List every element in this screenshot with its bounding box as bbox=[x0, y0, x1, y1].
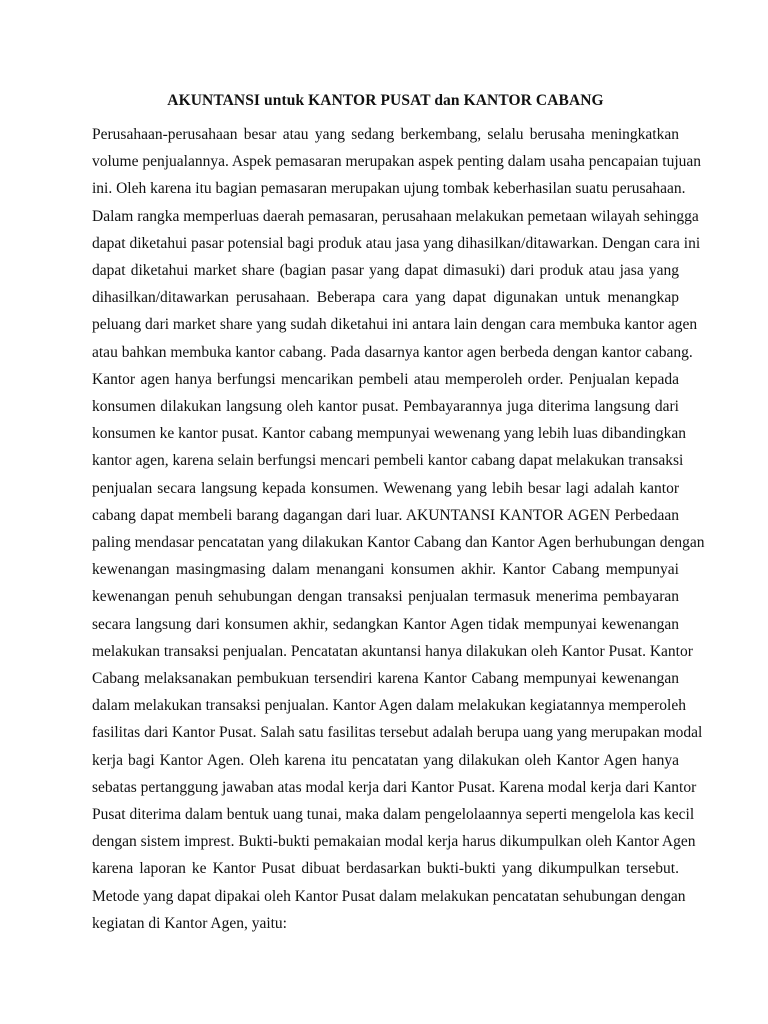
text-line: paling mendasar pencatatan yang dilakukan Kantor Cabang dan Kantor Agen berhubungan dengan bbox=[92, 534, 705, 552]
text-line: Dalam rangka memperluas daerah pemasaran, perusahaan melakukan pemetaan wilayah sehingga bbox=[92, 207, 699, 225]
document-title: AKUNTANSI untuk KANTOR PUSAT dan KANTOR CABANG bbox=[167, 92, 604, 109]
text-line: kerja bagi Kantor Agen. Oleh karena itu pencatatan yang dilakukan oleh Kantor Agen hanya bbox=[92, 751, 679, 769]
text-line: volume penjualannya. Aspek pemasaran merupakan aspek penting dalam usaha pencapaian tujuan bbox=[92, 153, 702, 171]
text-line: kewenangan penuh sehubungan dengan transaksi penjualan termasuk menerima pembayaran bbox=[92, 588, 679, 606]
text-line: dapat diketahui market share (bagian pasar yang dapat dimasuki) dari produk atau jasa yang bbox=[92, 262, 679, 280]
text-line: kantor agen, karena selain berfungsi mencari pembeli kantor cabang dapat melakukan transaksi bbox=[92, 452, 684, 470]
text-line: melakukan transaksi penjualan. Pencatatan akuntansi hanya dilakukan oleh Kantor Pusat. Kantor bbox=[92, 642, 693, 660]
text-line: sebatas pertanggung jawaban atas modal kerja dari Kantor Pusat. Karena modal kerja dari Kantor bbox=[92, 778, 697, 796]
body-paragraph bbox=[92, 121, 705, 937]
text-line: secara langsung dari konsumen akhir, sedangkan Kantor Agen tidak mempunyai kewenangan bbox=[92, 615, 679, 633]
text-line: dapat diketahui pasar potensial bagi produk atau jasa yang dihasilkan/ditawarkan. Dengan cara ini bbox=[92, 234, 701, 252]
text-line: konsumen dilakukan langsung oleh kantor pusat. Pembayarannya juga diterima langsung dari bbox=[92, 398, 679, 416]
text-line: Kantor agen hanya berfungsi mencarikan pembeli atau memperoleh order. Penjualan kepada bbox=[92, 370, 679, 388]
text-line: fasilitas dari Kantor Pusat. Salah satu fasilitas tersebut adalah berupa uang yang merupakan modal bbox=[92, 724, 703, 742]
text-line: kewenangan masingmasing dalam menangani konsumen akhir. Kantor Cabang mempunyai bbox=[92, 561, 679, 579]
text-line: konsumen ke kantor pusat. Kantor cabang mempunyai wewenang yang lebih luas dibandingkan bbox=[92, 425, 687, 443]
text-line: peluang dari market share yang sudah diketahui ini antara lain dengan cara membuka kantor agen bbox=[92, 316, 698, 334]
text-line: karena laporan ke Kantor Pusat dibuat berdasarkan bukti-bukti yang dikumpulkan tersebut. bbox=[92, 860, 679, 878]
text-line: dihasilkan/ditawarkan perusahaan. Beberapa cara yang dapat digunakan untuk menangkap bbox=[92, 289, 679, 307]
text-line: Metode yang dapat dipakai oleh Kantor Pusat dalam melakukan pencatatan sehubungan dengan bbox=[92, 887, 686, 905]
text-line: dalam melakukan transaksi penjualan. Kantor Agen dalam melakukan kegiatannya memperoleh bbox=[92, 697, 686, 715]
text-line: kegiatan di Kantor Agen, yaitu: bbox=[92, 914, 287, 932]
text-line: dengan sistem imprest. Bukti-bukti pemakaian modal kerja harus dikumpulkan oleh Kantor Agen bbox=[92, 833, 696, 851]
text-line: Cabang melaksanakan pembukuan tersendiri karena Kantor Cabang mempunyai kewenangan bbox=[92, 670, 679, 688]
text-line: ini. Oleh karena itu bagian pemasaran merupakan ujung tombak keberhasilan suatu perusahaan. bbox=[92, 180, 686, 198]
text-line: atau bahkan membuka kantor cabang. Pada dasarnya kantor agen berbeda dengan kantor cabang. bbox=[92, 343, 693, 361]
text-line: Pusat diterima dalam bentuk uang tunai, maka dalam pengelolaannya seperti mengelola kas kecil bbox=[92, 806, 695, 824]
text-line: Perusahaan-perusahaan besar atau yang sedang berkembang, selalu berusaha meningkatkan bbox=[92, 126, 679, 143]
text-line: cabang dapat membeli barang dagangan dari luar. AKUNTANSI KANTOR AGEN Perbedaan bbox=[92, 506, 679, 524]
document-page bbox=[92, 91, 705, 937]
text-line: penjualan secara langsung kepada konsumen. Wewenang yang lebih besar lagi adalah kantor bbox=[92, 479, 679, 497]
